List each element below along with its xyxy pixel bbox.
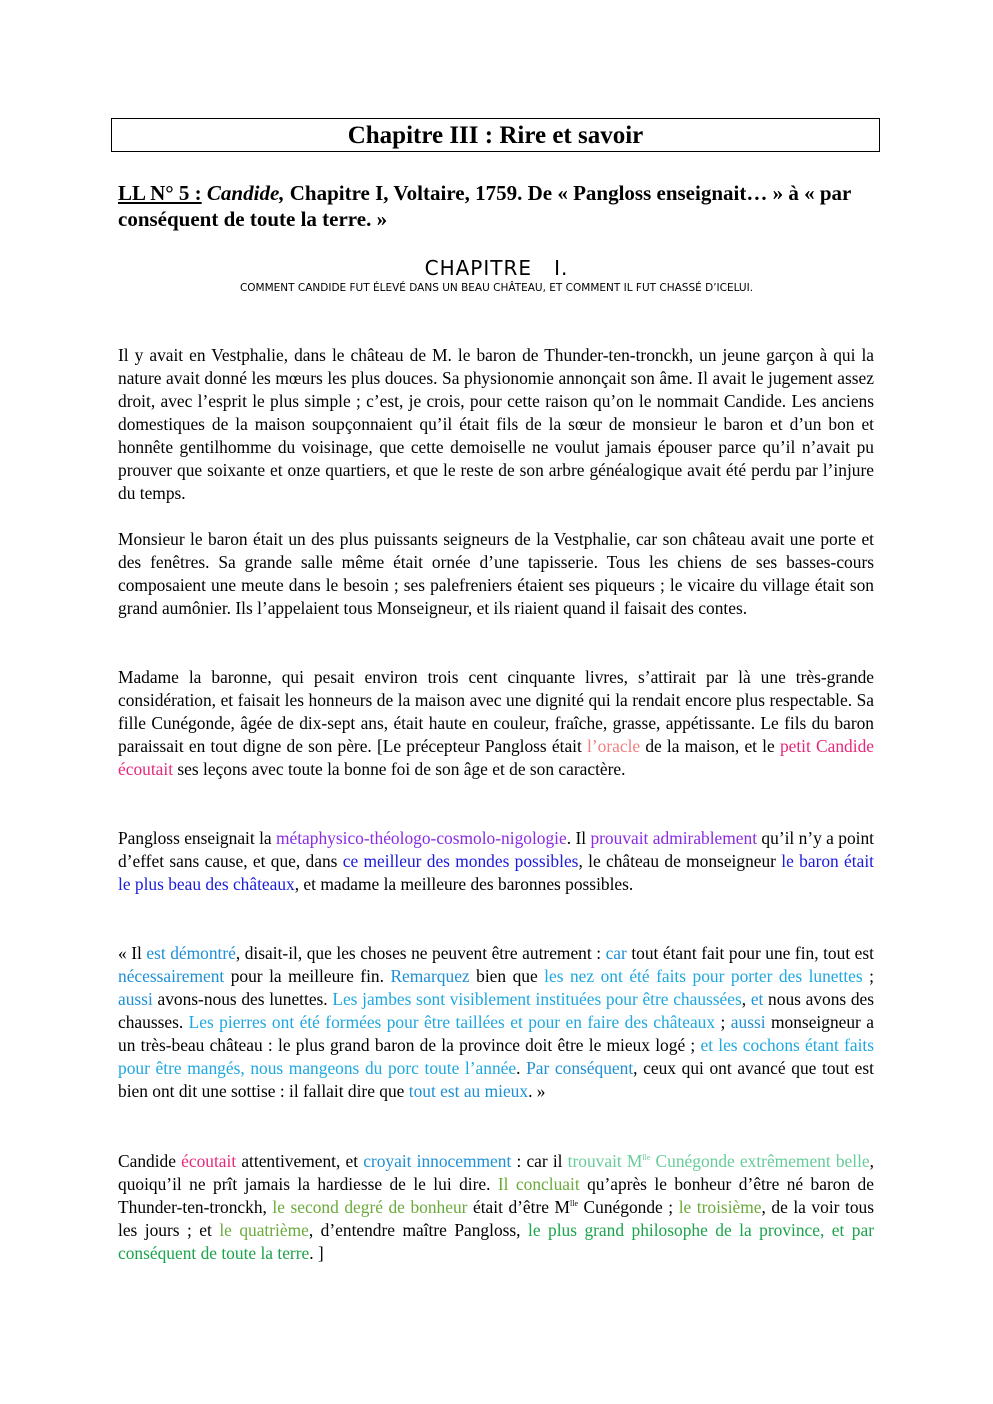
chapter-header <box>118 255 875 295</box>
highlighted-text: Il concluait <box>497 1174 580 1194</box>
text-run: ses leçons avec toute la bonne foi de son âge et de son caractère. <box>173 759 626 779</box>
text-run: monseigneur a un très-beau château : le plus grand baron de la province doit être le mieux logé ; <box>118 1012 874 1055</box>
highlighted-text: l’oracle <box>587 736 641 756</box>
highlighted-text: car <box>605 943 627 963</box>
highlighted-text: aussi <box>118 989 153 1009</box>
text-run: . » <box>528 1081 546 1101</box>
text-run: était d’être M <box>467 1197 571 1217</box>
highlighted-text: lle <box>642 1153 651 1162</box>
text-run: , le château de monseigneur <box>578 851 782 871</box>
highlighted-text: les nez ont été faits pour porter des lunettes <box>544 966 863 986</box>
highlighted-text: nécessairement <box>118 966 225 986</box>
paragraph-3 <box>118 666 874 781</box>
text-run: de la maison, et le <box>640 736 780 756</box>
highlighted-text: le second degré de bonheur <box>272 1197 468 1217</box>
highlighted-text: croyait innocemment <box>363 1151 512 1171</box>
text-run: qu’après le bonheur d’être né baron de Thunder-ten-tronckh, <box>118 1174 874 1217</box>
highlighted-text: et les cochons étant faits pour être mangés, nous mangeons du porc toute l’année <box>118 1035 874 1078</box>
highlighted-text: métaphysico-théologo-cosmolo-nigologie <box>275 828 567 848</box>
highlighted-text: Cunégonde extrêmement belle <box>650 1151 870 1171</box>
text-run: Madame la baronne, qui pesait environ trois cent cinquante livres, s’attirait par là une très-grande considération, et faisait les honneurs de la maison avec une dignité qui la rendait encore plus respectable. Sa fille Cunégonde, âgée de dix-sept ans, était haute en couleur, fraîche, grasse, appétissante. Le fils du baron paraissait en tout digne de son père. [Le précepteur Pangloss était <box>118 667 874 756</box>
text-run: avons-nous des lunettes. <box>152 989 333 1009</box>
chapter-title-box <box>111 118 880 152</box>
paragraph-4 <box>118 827 874 896</box>
text-run: bien que <box>469 966 545 986</box>
text-run: , <box>741 989 751 1009</box>
highlighted-text: Les pierres ont été formées pour être taillées et pour en faire des châteaux <box>188 1012 716 1032</box>
chapter-title: Chapitre III : Rire et savoir <box>347 122 644 149</box>
highlighted-text: tout est au mieux <box>408 1081 529 1101</box>
text-run: , disait-il, que les choses ne peuvent être autrement : <box>235 943 606 963</box>
text-run: lle <box>570 1199 579 1208</box>
highlighted-text: et <box>750 989 764 1009</box>
reading-label: LL N° 5 : <box>118 181 202 205</box>
highlighted-text: écoutait <box>181 1151 237 1171</box>
text-run: . <box>516 1058 527 1078</box>
text-run: Candide <box>118 1151 182 1171</box>
text-run: Cunégonde ; <box>578 1197 679 1217</box>
highlighted-text: petit Candide écoutait <box>118 736 874 779</box>
chapter-subtitle: COMMENT CANDIDE FUT ÉLEVÉ DANS UN BEAU CHÂTEAU, ET COMMENT IL FUT CHASSÉ D’ICELUI. <box>239 282 754 294</box>
text-run: qu’il n’y a point d’effet sans cause, et que, dans <box>118 828 874 871</box>
text-run: , de la voir tous les jours ; et <box>118 1197 874 1240</box>
text-run: , ceux qui ont avancé que tout est bien ont dit une sottise : il fallait dire que <box>118 1058 875 1101</box>
highlighted-text: aussi <box>730 1012 766 1032</box>
text-run: ; <box>715 1012 731 1032</box>
highlighted-text: le quatrième <box>219 1220 309 1240</box>
highlighted-text: Les jambes sont visiblement instituées pour être chaussées <box>332 989 742 1009</box>
highlighted-text: ce meilleur des mondes possibles <box>342 851 579 871</box>
text-run: nous avons des chausses. <box>118 989 875 1032</box>
text-run: pour la meilleure fin. <box>224 966 391 986</box>
highlighted-text: est démontré <box>146 943 236 963</box>
text-run: attentivement, et <box>236 1151 364 1171</box>
highlighted-text: Par conséquent <box>526 1058 634 1078</box>
text-run: Monsieur le baron était un des plus puissants seigneurs de la Vestphalie, car son château avait une porte et des fenêtres. Sa grande salle même était ornée d’une tapisserie. Tous les chiens de ses basses-cours composaient une meute dans le besoin ; ses palefreniers étaient ses piqueurs ; le vicaire du village était son grand aumônier. Ils l’appelaient tous Monseigneur, et ils riaient quand il faisait des contes. <box>118 529 874 618</box>
highlighted-text: le baron était le plus beau des châteaux <box>118 851 874 894</box>
reading-details: Chapitre I, Voltaire, 1759. De « Pangloss enseignait… » à « par conséquent de toute la terre. » <box>118 181 851 231</box>
text-run: « Il <box>118 943 147 963</box>
reading-work: Candide, <box>206 181 285 205</box>
reading-heading <box>118 180 878 232</box>
highlighted-text: trouvait M <box>567 1151 643 1171</box>
text-run: tout étant fait pour une fin, tout est <box>626 943 874 963</box>
paragraph-5 <box>118 942 874 1103</box>
text-run: Il y avait en Vestphalie, dans le château de M. le baron de Thunder-ten-tronckh, un jeune garçon à qui la nature avait donné les mœurs les plus douces. Sa physionomie annonçait son âme. Il avait le jugement assez droit, avec l’esprit le plus simple ; c’est, je crois, pour cette raison qu’on le nommait Candide. Les anciens domestiques de la maison soupçonnaient qu’il était fils de la sœur de monsieur le baron et d’un bon et honnête gentilhomme du voisinage, que cette demoiselle ne voulut jamais épouser parce qu’il n’avait pu prouver que soixante et onze quartiers, et que le reste de son arbre généalogique avait été perdu par l’injure du temps. <box>118 345 874 503</box>
text-run: . ] <box>309 1243 324 1263</box>
chapter-number: CHAPITRE I. <box>424 256 569 280</box>
highlighted-text: le troisième <box>678 1197 762 1217</box>
paragraph-6 <box>118 1150 874 1265</box>
text-run: . Il <box>566 828 591 848</box>
text-run: , quoiqu’il ne prît jamais la hardiesse de le lui dire. <box>118 1151 875 1194</box>
text-run: , d’entendre maître Pangloss, <box>308 1220 528 1240</box>
paragraph-2 <box>118 528 874 620</box>
text-run: Pangloss enseignait la <box>118 828 276 848</box>
text-run: : car il <box>511 1151 568 1171</box>
highlighted-text: Remarquez <box>390 966 470 986</box>
text-run: ; <box>862 966 874 986</box>
highlighted-text: prouvait admirablement <box>590 828 758 848</box>
text-run: , et madame la meilleure des baronnes possibles. <box>294 874 634 894</box>
paragraph-1 <box>118 344 874 505</box>
highlighted-text: le plus grand philosophe de la province, et par conséquent de toute la terre <box>118 1220 875 1263</box>
